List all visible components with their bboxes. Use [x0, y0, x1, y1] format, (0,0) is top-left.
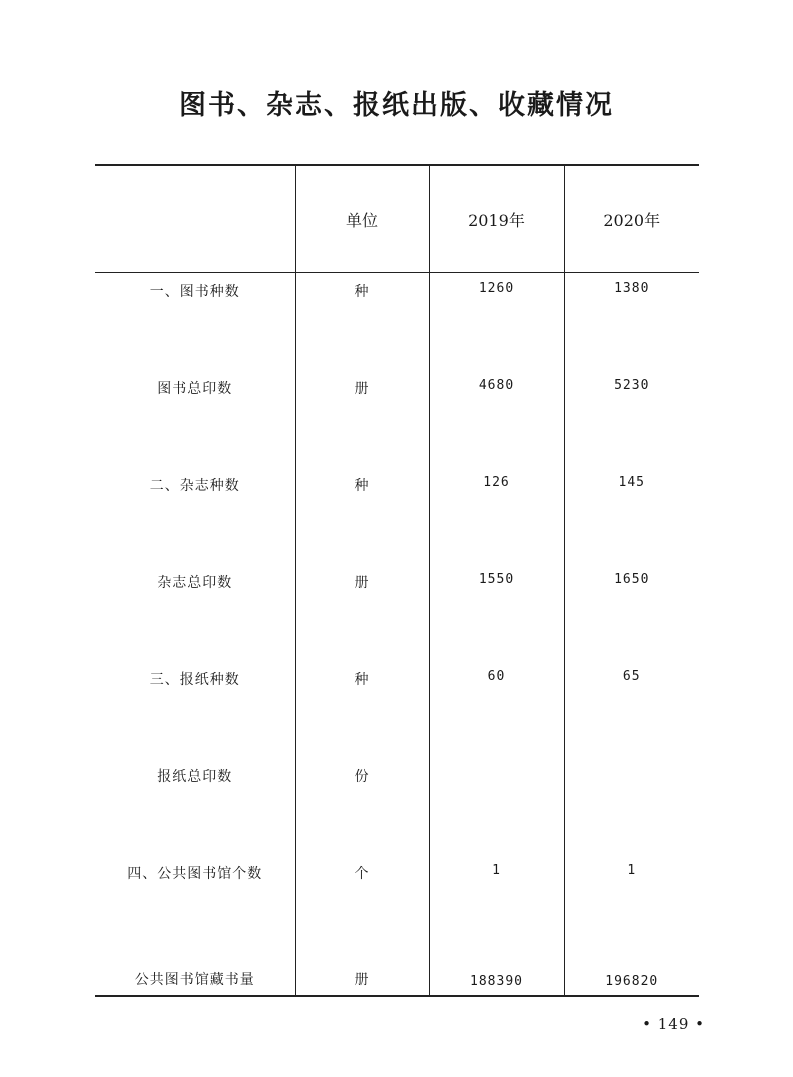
row-unit: 册 — [295, 564, 429, 661]
row-unit: 种 — [295, 467, 429, 564]
row-unit: 种 — [295, 273, 429, 370]
table-row — [95, 758, 699, 855]
row-value-2020: 5230 — [564, 370, 699, 467]
table-row — [95, 370, 699, 467]
statistics-table — [95, 164, 699, 997]
row-item: 公共图书馆藏书量 — [95, 952, 295, 996]
row-item: 图书总印数 — [157, 380, 233, 397]
row-value-2020: 145 — [564, 467, 699, 564]
table-row — [95, 467, 699, 564]
row-unit: 种 — [295, 661, 429, 758]
table-row — [95, 273, 699, 370]
row-value-2019: 60 — [429, 661, 564, 758]
row-item: 三、报纸种数 — [149, 671, 240, 688]
row-value-2019: 1 — [429, 855, 564, 952]
row-value-2020: 1650 — [564, 564, 699, 661]
header-2019: 2019年 — [429, 165, 564, 273]
header-row — [95, 165, 699, 273]
row-value-2019: 126 — [429, 467, 564, 564]
row-item: 四、公共图书馆个数 — [127, 865, 263, 882]
row-item: 杂志总印数 — [157, 574, 233, 591]
row-value-2019: 4680 — [429, 370, 564, 467]
row-value-2019: 1260 — [429, 273, 564, 370]
header-2020: 2020年 — [564, 165, 699, 273]
row-unit: 册 — [295, 952, 429, 996]
page-number: • 149 • — [642, 1015, 705, 1033]
row-unit: 份 — [295, 758, 429, 855]
statistics-table-container — [95, 164, 699, 997]
header-unit: 单位 — [295, 165, 429, 273]
row-value-2020: 65 — [564, 661, 699, 758]
table-row — [95, 661, 699, 758]
table-row — [95, 564, 699, 661]
table-body — [95, 273, 699, 996]
row-value-2020: 1 — [564, 855, 699, 952]
row-item: 一、图书种数 — [149, 284, 240, 300]
row-item: 报纸总印数 — [157, 768, 233, 785]
row-unit: 册 — [295, 370, 429, 467]
row-value-2020: 1380 — [564, 273, 699, 370]
row-value-2019: 188390 — [429, 952, 564, 996]
row-unit: 个 — [295, 855, 429, 952]
table-row — [95, 855, 699, 952]
row-item: 二、杂志种数 — [149, 477, 240, 494]
row-value-2019 — [429, 758, 564, 855]
table-header — [95, 165, 699, 273]
page-title: 图书、杂志、报纸出版、收藏情况 — [179, 90, 614, 121]
table-row — [95, 952, 699, 996]
row-value-2020: 196820 — [564, 952, 699, 996]
header-item — [95, 165, 295, 273]
row-value-2020 — [564, 758, 699, 855]
row-value-2019: 1550 — [429, 564, 564, 661]
